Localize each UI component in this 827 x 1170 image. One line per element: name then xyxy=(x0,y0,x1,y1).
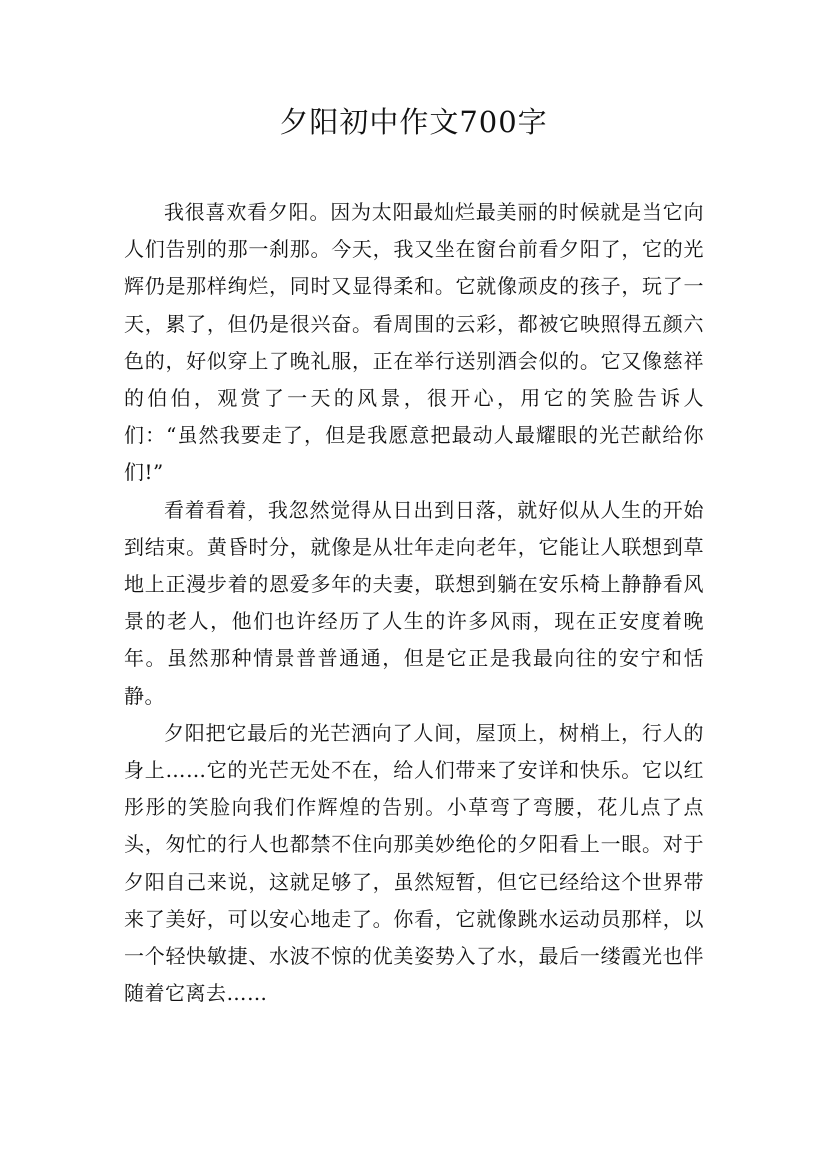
paragraph-2: 看着看着，我忽然觉得从日出到日落，就好似从人生的开始到结束。黄昏时分，就像是从壮年走向老年，它能让人联想到草地上正漫步着的恩爱多年的夫妻，联想到躺在安乐椅上静静看风景的老人，他们也许经历了人生的许多风雨，现在正安度着晚年。虽然那种情景普普通通，但是它正是我最向往的安宁和恬静。 xyxy=(124,497,704,708)
document-title: 夕阳初中作文700字 xyxy=(279,105,548,139)
document-body xyxy=(124,194,704,1012)
paragraph-1: 我很喜欢看夕阳。因为太阳最灿烂最美丽的时候就是当它向人们告别的那一刹那。今天，我又坐在窗台前看夕阳了，它的光辉仍是那样绚烂，同时又显得柔和。它就像顽皮的孩子，玩了一天，累了，但仍是很兴奋。看周围的云彩，都被它映照得五颜六色的，好似穿上了晚礼服，正在举行送别酒会似的。它又像慈祥的伯伯，观赏了一天的风景，很开心，用它的笑脸告诉人们：“虽然我要走了，但是我愿意把最动人最耀眼的光芒献给你们!” xyxy=(124,200,704,485)
paragraph-3: 夕阳把它最后的光芒洒向了人间，屋顶上，树梢上，行人的身上……它的光芒无处不在，给人们带来了安详和快乐。它以红彤彤的笑脸向我们作辉煌的告别。小草弯了弯腰，花儿点了点头，匆忙的行人也都禁不住向那美妙绝伦的夕阳看上一眼。对于夕阳自己来说，这就足够了，虽然短暂，但它已经给这个世界带来了美好，可以安心地走了。你看，它就像跳水运动员那样，以一个轻快敏捷、水波不惊的优美姿势入了水，最后一缕霞光也伴随着它离去…… xyxy=(124,720,704,1006)
